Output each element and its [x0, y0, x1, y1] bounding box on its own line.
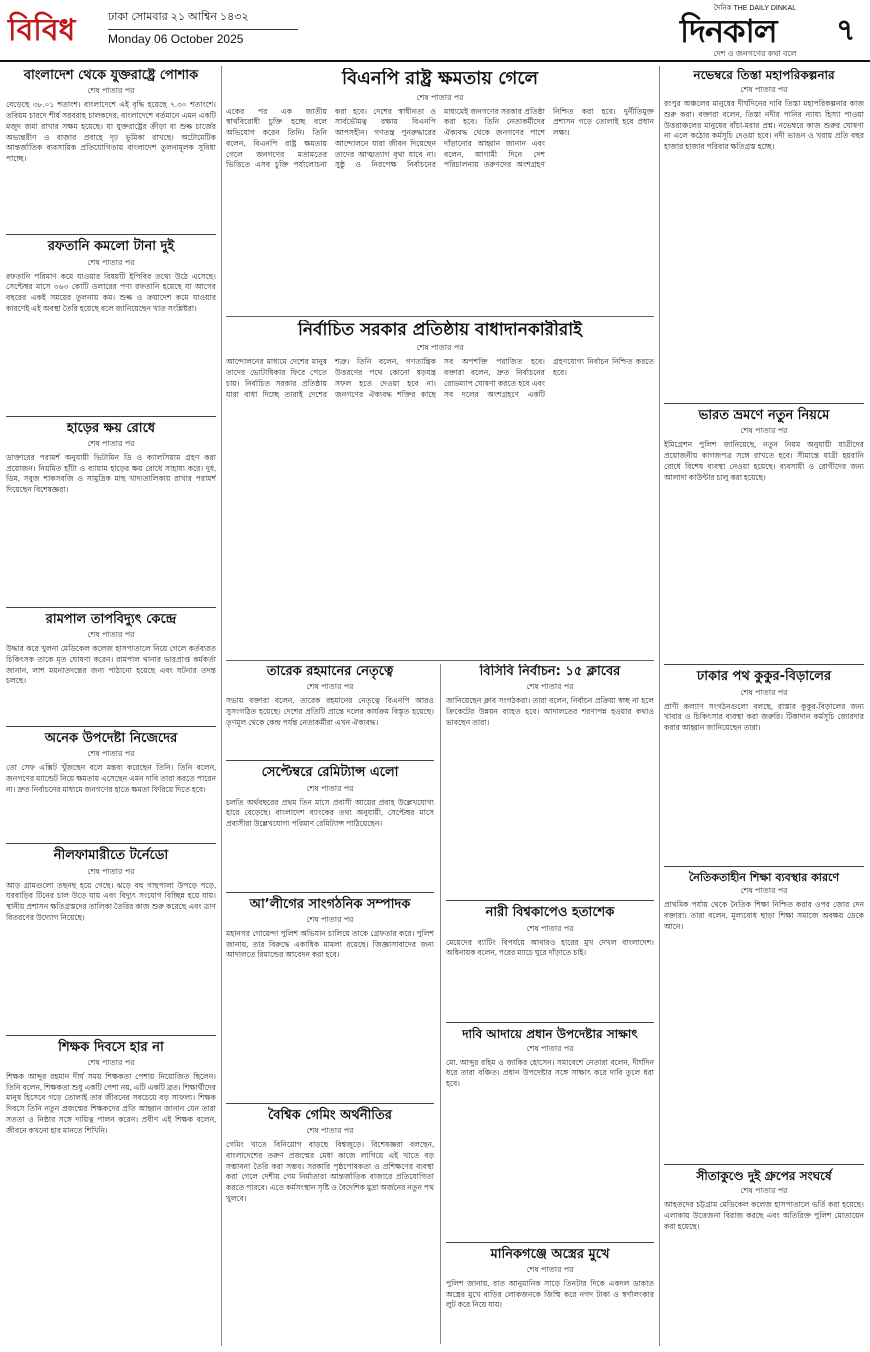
column-middle-left — [226, 664, 434, 1344]
kicker: শেষ পাতার পর — [306, 783, 354, 793]
article-advisers — [6, 731, 216, 839]
headline: বাংলাদেশ থেকে যুক্তরাষ্ট্রে পোশাক — [23, 68, 199, 83]
article-elected-government — [226, 320, 654, 656]
article-teachers-day — [6, 1040, 216, 1349]
masthead — [0, 0, 870, 62]
article-body: রফতানি পরিমাণ কমে যাওয়ার বিষয়টি ইপিবির তথ্যে উঠে এসেছে। সেপ্টেম্বর মাসে ৩৬৩ কোটি ডলারের পণ্য রফতানি হয়েছে যা আগের বছরের একই সময়ের তুলনায় কম। শুল্ক ও ক্রয়াদেশ কমে যাওয়ার কারণেই এই অবস্থা তৈরি হয়েছে বলে জানিয়েছেন খাত সংশ্লিষ্টরা। — [6, 271, 216, 313]
article-bone-loss — [6, 421, 216, 603]
article-body: উদ্ধার করে খুলনা মেডিকেল কলেজ হাসপাতালে নিয়ে গেলে কর্তব্যরত চিকিৎসক তাকে মৃত ঘোষণা করেন। রামপাল থানার ভারপ্রাপ্ত কর্মকর্তা জানান, লাশ ময়নাতদন্তের জন্য পাঠানো হয়েছে এবং ঘটনার তদন্ত চলছে। — [6, 644, 216, 686]
kicker: শেষ পাতার পর — [740, 426, 788, 436]
column-left — [6, 68, 216, 1348]
article-bnp-state-power — [226, 68, 654, 312]
headline: অনেক উপদেষ্টা নিজেদের — [44, 731, 178, 746]
article-ethics-education — [664, 871, 864, 1161]
headline: ঢাকার পথ কুকুর-বিড়ালের — [696, 669, 832, 685]
kicker: শেষ পাতার পর — [87, 866, 135, 876]
article-body: মহানগর গোয়েন্দা পুলিশ অভিযান চালিয়ে তাকে গ্রেফতার করে। পুলিশ জানায়, তার বিরুদ্ধে একাধিক মামলা রয়েছে। জিজ্ঞাসাবাদের জন্য আদালতে রিমান্ডের আবেদন করা হবে। — [226, 928, 434, 960]
headline: রামপাল তাপবিদ্যুৎ কেন্দ্রে — [45, 611, 177, 627]
article-india-travel — [664, 408, 864, 660]
article-garment-export — [6, 68, 216, 230]
logo-tagline: দৈনিক THE DAILY DINKAL — [713, 5, 797, 12]
article-bcb-election — [446, 664, 654, 896]
headline: মানিকগঞ্জে অস্ত্রের মুখে — [490, 1246, 610, 1262]
kicker: শেষ পাতার পর — [740, 687, 788, 697]
kicker: শেষ পাতার পর — [87, 749, 135, 759]
headline: দাবি আদায়ে প্রধান উপদেষ্টার সাক্ষাৎ — [462, 1026, 638, 1041]
date-english: Monday 06 October 2025 — [108, 32, 244, 46]
date-box — [108, 8, 298, 46]
headline: নীলফামারীতে টর্নেডো — [53, 848, 169, 864]
section-title: বিবিধ — [8, 13, 76, 48]
headline: বিএনপি রাষ্ট্র ক্ষমতায় গেলে — [341, 68, 538, 89]
article-rampal-power — [6, 612, 216, 722]
column-middle-right — [446, 664, 654, 1344]
kicker: শেষ পাতার পর — [526, 923, 574, 933]
article-body: একের পর এক জাতীয় স্বার্থবিরোধী চুক্তি হচ্ছে বলে অভিযোগ করেন তিনি। তিনি বলেন, বিএনপি রাষ্ট্র ক্ষমতায় গেলে জনগণের মতামতের ভিত্তিতে এসব চুক্তি পর্যালোচনা করা হবে। দেশের স্বাধীনতা ও সার্বভৌমত্ব রক্ষায় বিএনপি আপসহীন। গণতন্ত্র পুনরুদ্ধারের আন্দোলনে যারা জীবন দিয়েছেন তাদের আত্মত্যাগ বৃথা যাবে না। সুষ্ঠু ও নিরপেক্ষ নির্বাচনের মাধ্যমেই জনগণের সরকার প্রতিষ্ঠা করা হবে। তিনি নেতাকর্মীদের ঐক্যবদ্ধ থেকে জনগণের পাশে দাঁড়ানোর আহ্বান জানান এবং বলেন, আগামী দিনে দেশ পরিচালনায় তরুণদের অংশগ্রহণ নিশ্চিত করা হবে। দুর্নীতিমুক্ত প্রশাসন গড়ে তোলাই হবে প্রধান লক্ষ্য। — [226, 106, 654, 170]
kicker: শেষ পাতার পর — [306, 682, 354, 692]
kicker: শেষ পাতার পর — [416, 92, 464, 102]
article-body: রংপুর অঞ্চলের মানুষের দীর্ঘদিনের দাবি তিস্তা মহাপরিকল্পনার কাজ শুরু করা। বক্তারা বলেন, তিস্তা নদীর পানির ন্যায্য হিস্যা পাওয়া উত্তরাঞ্চলের মানুষের বাঁচা-মরার প্রশ্ন। নভেম্বরে কাজ শুরুর ঘোষণা না এলে কঠোর কর্মসূচি দেওয়া হবে। নদী ভাঙন ও খরায় প্রতি বছর হাজার হাজার পরিবার ক্ষতিগ্রস্ত হচ্ছে। — [664, 99, 864, 152]
kicker: শেষ পাতার পর — [87, 438, 135, 448]
headline: তারেক রহমানের নেতৃত্বে — [266, 664, 394, 679]
headline: বৈশ্বিক গেমিং অর্থনীতির — [268, 1107, 392, 1123]
article-body: প্রাণী কল্যাণ সংগঠনগুলো বলছে, রাস্তার কুকুর-বিড়ালের জন্য খাবার ও চিকিৎসার ব্যবস্থা করা জরুরি। টিকাদান কর্মসূচি জোরদার করার আহ্বান জানিয়েছেন তারা। — [664, 701, 864, 733]
article-export-decline — [6, 239, 216, 411]
article-body: ডাক্তারের পরামর্শ অনুযায়ী ভিটামিন ডি ও ক্যালসিয়াম গ্রহণ করা প্রয়োজন। নিয়মিত হাঁটা ও ব্যায়াম হাড়ের ক্ষয় রোধে সাহায্য করে। দুধ, ডিম, সবুজ শাকসবজি ও সামুদ্রিক মাছ খাদ্যতালিকায় রাখার পরামর্শ দিয়েছেন বিশেষজ্ঞরা। — [6, 452, 216, 495]
article-nilphamari-tornado — [6, 848, 216, 1030]
article-sitakunda-clash — [664, 1169, 864, 1348]
article-tarique-leadership — [226, 664, 434, 756]
headline: আ’লীগের সাংগঠনিক সম্পাদক — [249, 896, 411, 912]
article-gaming-economy — [226, 1108, 434, 1344]
article-body: আড় গ্রামগুলো তছনছ হয়ে গেছে। ঝড়ে বহু গাছপালা উপড়ে পড়ে, ঘরবাড়ির টিনের চাল উড়ে যায় এবং বিদ্যুৎ সংযোগ বিচ্ছিন্ন হয়ে যায়। স্থানীয় প্রশাসন ক্ষতিগ্রস্তদের তালিকা তৈরির কাজ শুরু করেছে এবং ত্রাণ বিতরণের উদ্যোগ নিয়েছে। — [6, 880, 216, 922]
kicker: শেষ পাতার পর — [87, 630, 135, 639]
kicker: শেষ পাতার পর — [526, 682, 574, 692]
headline: বিসিবি নির্বাচন: ১৫ ক্লাবের — [479, 664, 621, 679]
logo-slogan: দেশ ও জনগণের কথা বলে — [713, 49, 797, 58]
headline: রফতানি কমলো টানা দুই — [47, 239, 175, 255]
kicker: শেষ পাতার পর — [526, 1264, 574, 1274]
kicker: শেষ পাতার পর — [87, 86, 135, 96]
column-right — [664, 68, 864, 1348]
article-body: বেড়েছে ৩৮.০১ শতাংশ। বাংলাদেশে এই বৃদ্ধি হয়েছে ৭.৩০ শতাংশে। তবিয়ম চারদে শীর্ষ সরবরাহ চালকদের, বাংলাদেশে বর্তমানে এমন একটি মজুদ জমা রাখার সক্ষম হয়েছে। যা যুক্তরাষ্ট্রের ক্রীড়া বা শুল্ক চার্জের অভ্যন্তরীণ ও বাজার প্রবাহে দৃঢ় ভূমিকা রাখছে। অটোমেটিক আন্তর্জাতিক ব্যবসায়িক প্রতিযোগিতায় বাংলাদেশ তুলনামূলক সুবিধা পাচ্ছে। — [6, 100, 216, 164]
headline: ভারত ভ্রমণে নতুন নিয়মে — [698, 408, 830, 423]
headline: হাড়ের ক্ষয় রোধে — [66, 420, 156, 436]
headline: শিক্ষক দিবসে হার না — [58, 1039, 164, 1055]
page-number: ৭ — [836, 13, 856, 48]
article-manikganj-robbery — [446, 1247, 654, 1345]
column-divider — [221, 66, 222, 1346]
kicker: শেষ পাতার পর — [526, 1043, 574, 1053]
article-body: প্রাথমিক পর্যায় থেকে নৈতিক শিক্ষা নিশ্চিত করার ওপর জোর দেন বক্তারা। তারা বলেন, মূল্যবোধ ছাড়া শিক্ষা সমাজে অবক্ষয় ডেকে আনে। — [664, 900, 864, 931]
article-women-world-cup — [446, 905, 654, 1017]
article-awami-league-secretary — [226, 897, 434, 1099]
headline: নারী বিশ্বকাপেও হতাশেক — [485, 905, 615, 921]
article-body: মেয়েদের ব্যাটিং বিপর্যয়ে আবারও হারের মুখ দেখল বাংলাদেশ। অধিনায়ক বলেন, পরের ম্যাচে ঘুরে দাঁড়াতে চাই। — [446, 937, 654, 958]
article-body: শিক্ষক আব্দুর রহমান দীর্ঘ সময় শিক্ষকতা পেশায় নিয়োজিত ছিলেন। তিনি বলেন, শিক্ষকতা শুধু একটি পেশা নয়, এটি একটি ব্রত। শিক্ষার্থীদের মানুষ হিসেবে গড়ে তোলাই তার জীবনের সবচেয়ে বড় সাফল্য। শিক্ষক দিবসে তিনি নতুন প্রজন্মের শিক্ষকদের প্রতি আহ্বান জানান যেন তারা সততা ও নিষ্ঠার সঙ্গে দায়িত্ব পালন করেন। প্রবীণ এই শিক্ষক বলেন, জীবনে কখনো হার মানতে শিখিনি। — [6, 1071, 216, 1135]
headline: নভেম্বরে তিস্তা মহাপরিকল্পনার — [693, 68, 835, 82]
article-body: পুলিশ জানায়, রাত আনুমানিক সাড়ে তিনটার দিকে একদল ডাকাত অস্ত্রের মুখে বাড়ির লোকজনকে জিম্মি করে নগদ টাকা ও স্বর্ণালংকার লুট করে নিয়ে যায়। — [446, 1278, 654, 1310]
article-body: সভায় বক্তারা বলেন, তারেক রহমানের নেতৃত্বে বিএনপি আরও সুসংগঠিত হয়েছে। দেশের প্রতিটি প্রান্তে দলের কার্যক্রম বিস্তৃত হয়েছে। তৃণমূল থেকে কেন্দ্র পর্যন্ত নেতাকর্মীরা এখন ঐক্যবদ্ধ। — [226, 696, 434, 727]
article-dhaka-street-animals — [664, 669, 864, 861]
article-body: তো সেফ এক্সিট খুঁজছেন বলে মন্তব্য করেছেন তিনি। তিনি বলেন, জনগণের ম্যান্ডেট নিয়ে ক্ষমতায় এসেছেন এমন দাবি তারা করতে পারেন না। দ্রুত নির্বাচনের মাধ্যমে জনগণের হাতে ক্ষমতা ফিরিয়ে দিতে হবে। — [6, 763, 216, 794]
logo-name: দিনকাল — [680, 12, 777, 50]
headline: সেপ্টেম্বরে রেমিট্যান্স এলো — [261, 765, 399, 781]
article-body: ইমিগ্রেশন পুলিশ জানিয়েছে, নতুন নিয়ম অনুযায়ী যাত্রীদের প্রয়োজনীয় কাগজপত্র সঙ্গে রাখতে হবে। সীমান্তে যাত্রী হয়রানি রোধে বিশেষ ব্যবস্থা নেওয়া হয়েছে। ব্যবসায়ী ও রোগীদের জন্য আলাদা কাউন্টার চালু করা হয়েছে। — [664, 440, 864, 482]
kicker: শেষ পাতার পর — [306, 914, 354, 924]
kicker: শেষ পাতার পর — [740, 85, 788, 94]
kicker: শেষ পাতার পর — [306, 1126, 354, 1135]
article-teesta-plan — [664, 68, 864, 399]
headline: সীতাকুণ্ডে দুই গ্রুপের সংঘর্ষে — [696, 1169, 832, 1184]
article-remittance — [226, 765, 434, 887]
kicker: শেষ পাতার পর — [87, 1057, 135, 1067]
kicker: শেষ পাতার পর — [416, 343, 464, 353]
kicker: শেষ পাতার পর — [87, 257, 135, 267]
article-body: আহতদের চট্টগ্রাম মেডিকেল কলেজ হাসপাতালে ভর্তি করা হয়েছে। এলাকায় উত্তেজনা বিরাজ করছে এবং অতিরিক্ত পুলিশ মোতায়েন করা হয়েছে। — [664, 1200, 864, 1231]
headline: নৈতিকতাহীন শিক্ষা ব্যবস্থার কারণে — [688, 870, 840, 884]
article-body: চলতি অর্থবছরের প্রথম তিন মাসে প্রবাসী আয়ের প্রবাহ উল্লেখযোগ্য হারে বেড়েছে। বাংলাদেশ ব্যাংকের তথ্য অনুযায়ী, সেপ্টেম্বর মাসে প্রবাসীরা উল্লেখযোগ্য পরিমাণ রেমিট্যান্স পাঠিয়েছেন। — [226, 797, 434, 829]
headline: নির্বাচিত সরকার প্রতিষ্ঠায় বাধাদানকারীরাই — [297, 320, 583, 340]
article-body: গেমিং খাতে বিনিয়োগ বাড়ছে বিশ্বজুড়ে। বিশেষজ্ঞরা বলছেন, বাংলাদেশের তরুণ প্রজন্মের মেধা কাজে লাগিয়ে এই খাতে বড় সম্ভাবনা তৈরি করা সম্ভব। সরকারি পৃষ্ঠপোষকতা ও প্রশিক্ষণের ব্যবস্থা করা গেলে দেশীয় গেম নির্মাতারা আন্তর্জাতিক বাজারে প্রতিযোগিতা করতে পারবে। এতে কর্মসংস্থান সৃষ্টি ও বৈদেশিক মুদ্রা অর্জনের নতুন পথ খুলবে। — [226, 1140, 434, 1203]
article-body: মো. আব্দুর রহিম ও জাকির হোসেন। সমাবেশে নেতারা বলেন, দীর্ঘদিন ধরে তারা বঞ্চিত। প্রধান উপদেষ্টার সঙ্গে সাক্ষাৎ করে দাবি তুলে ধরা হবে। — [446, 1057, 654, 1089]
article-body: জানিয়েছেন ক্লাব সংগঠকরা। তারা বলেন, নির্বাচন প্রক্রিয়া স্বচ্ছ না হলে ক্রিকেটের উন্নয়ন ব্যাহত হবে। আদালতের শরণাপন্ন হওয়ার কথাও ভাবছেন তারা। — [446, 696, 654, 727]
kicker: শেষ পাতার পর — [740, 886, 788, 896]
article-chief-adviser-meeting — [446, 1027, 654, 1238]
article-body: আন্দোলনের মাধ্যমে দেশের মানুষ তাদের ভোটাধিকার ফিরে পেতে চায়। নির্বাচিত সরকার প্রতিষ্ঠায় যারা বাধা দিচ্ছে তারাই দেশের শত্রু। তিনি বলেন, গণতান্ত্রিক উত্তরণের পথে কোনো ষড়যন্ত্র সফল হতে দেওয়া হবে না। জনগণের ঐক্যবদ্ধ শক্তির কাছে সব অপশক্তি পরাজিত হবে। বক্তারা বলেন, দ্রুত নির্বাচনের রোডম্যাপ ঘোষণা করতে হবে এবং সব দলের অংশগ্রহণে একটি গ্রহণযোগ্য নির্বাচন নিশ্চিত করতে হবে। — [226, 357, 654, 399]
newspaper-logo — [680, 2, 830, 61]
date-bangla: ঢাকা সোমবার ২১ আশ্বিন ১৪৩২ — [108, 8, 298, 30]
column-divider — [659, 66, 660, 1346]
kicker: শেষ পাতার পর — [740, 1186, 788, 1196]
